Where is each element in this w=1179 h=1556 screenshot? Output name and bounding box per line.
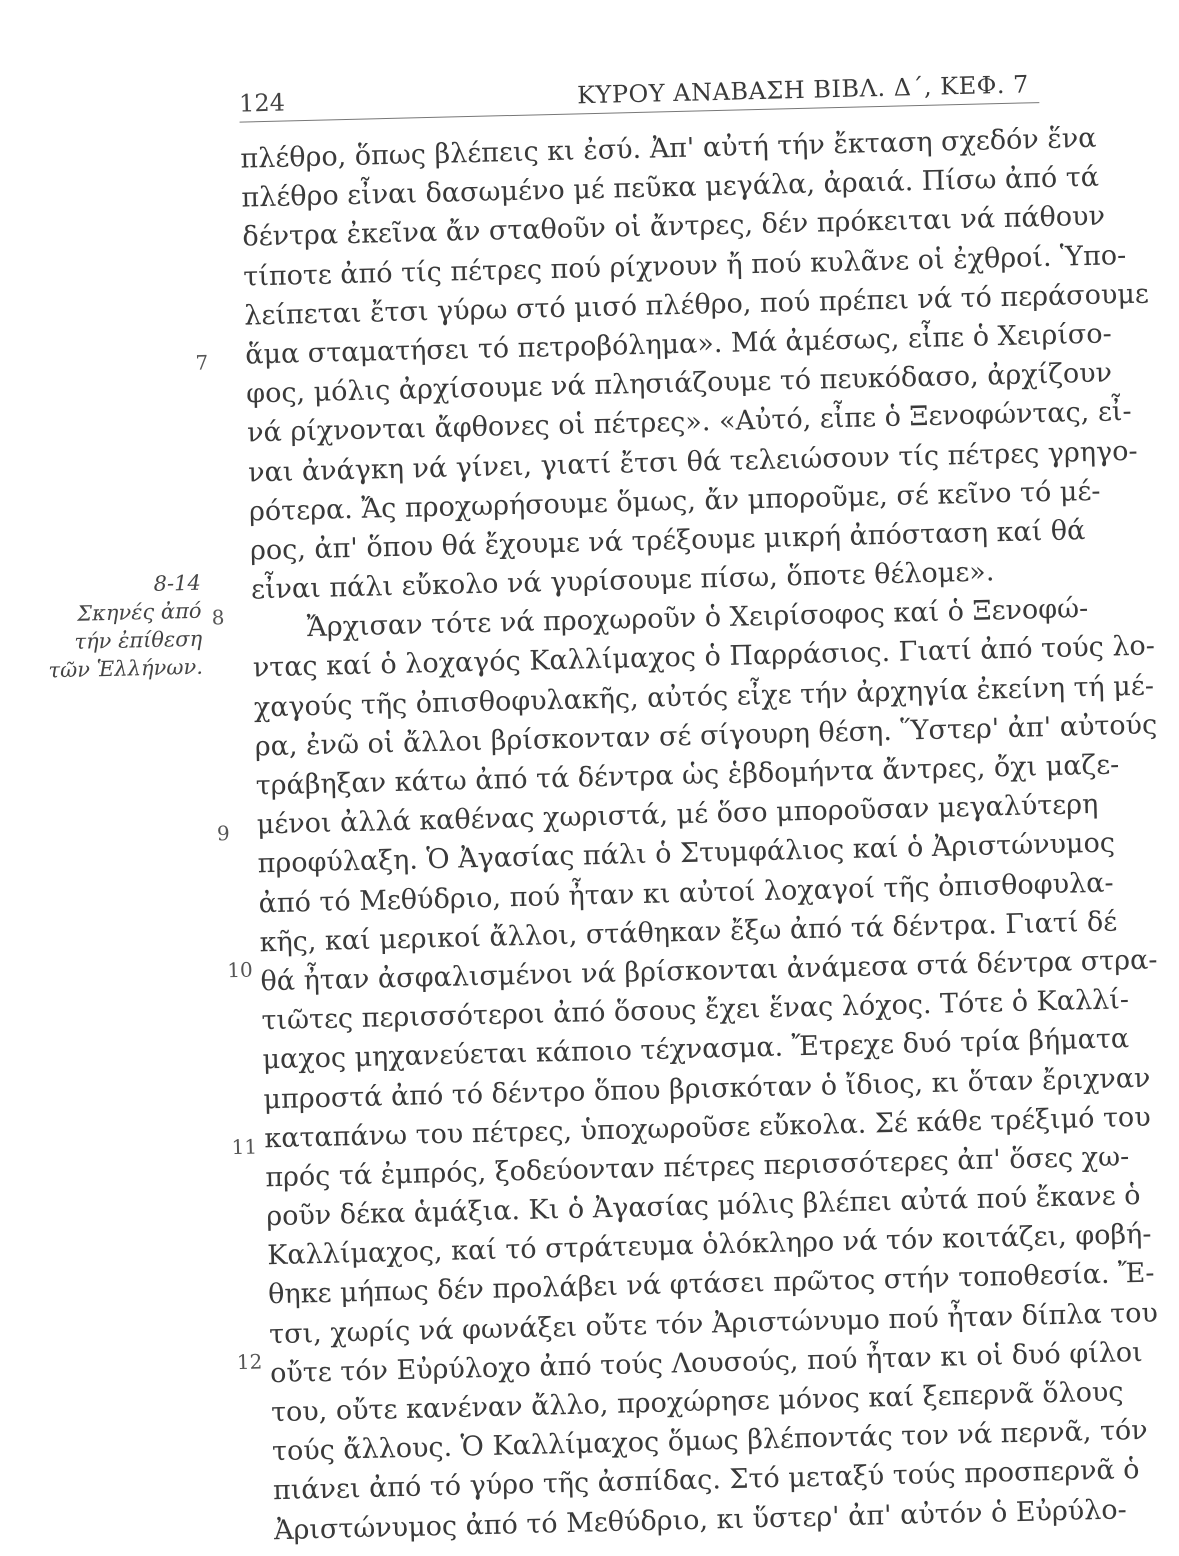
text-line: καταπάνω του πέτρες, ὑποχωροῦσε εὔκολα. Σέ κάθε τρέξιμό του — [264, 1101, 1152, 1155]
text-line: ἅμα σταματήσει τό πετροβόλημα». Μά ἀμέσως, εἶπε ὁ Χειρίσο- — [244, 318, 1113, 371]
margin-note-line: Σκηνές ἀπό — [76, 598, 202, 626]
margin-note-line: τήν ἐπίθεση — [74, 626, 203, 654]
margin-note — [26, 569, 204, 685]
text-line: ρότερα. Ἄς προχωρήσουμε ὅμως, ἄν μποροῦμε, σέ κεῖνο τό μέ- — [248, 475, 1101, 528]
verse-number: 7 — [195, 350, 209, 375]
body-text — [240, 120, 1159, 1550]
text-line: μένοι ἀλλά καθένας χωριστά, μέ ὅσο μποροῦσαν μεγαλύτερη — [256, 789, 1099, 841]
text-line: φος, μόλις ἀρχίσουμε νά πλησιάζουμε τό πευκόδασο, ἀρχίζουν — [245, 357, 1113, 410]
margin-note-line: τῶν Ἑλλήνων. — [48, 654, 204, 683]
text-line: ντας καί ὁ λοχαγός Καλλίμαχος ὁ Παρράσιος. Γιατί ἀπό τούς λο- — [252, 630, 1156, 684]
text-line: ἀπό τό Μεθύδριο, πού ἦταν κι αὐτοί λοχαγοί τῆς ὀπισθοφυλα- — [258, 867, 1114, 919]
text-line: τίποτε ἀπό τίς πέτρες πού ρίχνουν ἤ πού κυλᾶνε οἱ ἐχθροί. Ὑπο- — [242, 239, 1127, 293]
margin-note-range: 8-14 — [153, 570, 202, 596]
page-number: 124 — [238, 88, 286, 118]
verse-number: 12 — [236, 1349, 263, 1375]
text-line: τούς ἄλλους. Ὁ Καλλίμαχος ὅμως βλέποντάς τον νά περνᾶ, τόν — [271, 1415, 1148, 1468]
text-line: λείπεται ἔτσι γύρω στό μισό πλέθρο, πού πρέπει νά τό περάσουμε — [243, 278, 1150, 332]
running-title: ΚΥΡΟΥ ΑΝΑΒΑΣΗ ΒΙΒΛ. Δ΄, ΚΕΦ. 7 — [576, 70, 1030, 110]
text-line: τσι, χωρίς νά φωνάξει οὔτε τόν Ἀριστώνυμο πού ἦταν δίπλα του — [268, 1297, 1159, 1350]
text-line: πλέθρο, ὅπως βλέπεις κι ἐσύ. Ἀπ' αὐτή τήν ἔκταση σχεδόν ἕνα — [240, 122, 1097, 175]
text-line: θά ἦταν ἀσφαλισμένοι νά βρίσκονται ἀνάμεσα στά δέντρα στρα- — [260, 944, 1158, 998]
text-line: χαγούς τῆς ὀπισθοφυλακῆς, αὐτός εἶχε τήν ἀρχηγία ἐκείνη τή μέ- — [253, 670, 1155, 724]
text-line: πιάνει ἀπό τό γύρο τῆς ἀσπίδας. Στό μεταξύ τούς προσπερνᾶ ὁ — [272, 1454, 1140, 1507]
text-line: τράβηξαν κάτω ἀπό τά δέντρα ὡς ἑβδομήντα ἄντρες, ὄχι μαζε- — [255, 749, 1120, 802]
verse-number: 9 — [216, 821, 230, 846]
text-line: θηκε μήπως δέν προλάβει νά φτάσει πρῶτος στήν τοποθεσία. Ἔ- — [267, 1258, 1155, 1311]
text-line: τιῶτες περισσότεροι ἀπό ὅσους ἔχει ἕνας λόχος. Τότε ὁ Καλλί- — [261, 984, 1130, 1037]
verse-number: 8 — [211, 605, 225, 630]
text-line: νά ρίχνονται ἄφθονες οἱ πέτρες». «Αὐτό, εἶπε ὁ Ξενοφώντας, εἶ- — [246, 396, 1132, 449]
text-line: προφύλαξη. Ὁ Ἀγασίας πάλι ὁ Στυμφάλιος καί ὁ Ἀριστώνυμος — [257, 827, 1116, 880]
text-line: Ἀριστώνυμος ἀπό τό Μεθύδριο, κι ὕστερ' ἀπ' αὐτόν ὁ Εὐρύλο- — [273, 1493, 1128, 1546]
text-line: ροῦν δέκα ἁμάξια. Κι ὁ Ἀγασίας μόλις βλέπει αὐτά πού ἔκανε ὁ — [265, 1180, 1141, 1233]
text-line: ρα, ἐνῶ οἱ ἄλλοι βρίσκονταν σέ σίγουρη θέση. Ὕστερ' ἀπ' αὐτούς — [254, 709, 1158, 763]
text-line: δέντρα ἐκεῖνα ἄν σταθοῦν οἱ ἄντρες, δέν πρόκειται νά πάθουν — [242, 200, 1106, 253]
text-line: Ἄρχισαν τότε νά προχωροῦν ὁ Χειρίσοφος καί ὁ Ξενοφώ- — [306, 593, 1089, 644]
text-line: πλέθρο εἶναι δασωμένο μέ πεῦκα μεγάλα, ἀραιά. Πίσω ἀπό τά — [241, 161, 1100, 214]
text-line: κῆς, καί μερικοί ἄλλοι, στάθηκαν ἔξω ἀπό τά δέντρα. Γιατί δέ — [259, 906, 1118, 959]
verse-number: 11 — [231, 1134, 258, 1160]
text-line: οὔτε τόν Εὐρύλοχο ἀπό τούς Λουσούς, πού ἦταν κι οἱ δυό φίλοι — [269, 1336, 1144, 1390]
text-line: ναι ἀνάγκη νά γίνει, γιατί ἔτσι θά τελειώσουν τίς πέτρες γρηγο- — [247, 435, 1138, 489]
verse-number: 10 — [226, 957, 254, 983]
text-line: πρός τά ἐμπρός, ξοδεύονταν πέτρες περισσότερες ἀπ' ὅσες χω- — [264, 1141, 1130, 1194]
text-line: ρος, ἀπ' ὅπου θά ἔχουμε νά τρέξουμε μικρή ἀπόσταση καί θά — [249, 514, 1086, 567]
text-line: μπροστά ἀπό τό δέντρο ὅπου βρισκόταν ὁ ἴδιος, κι ὅταν ἔριχναν — [263, 1062, 1151, 1115]
text-line: Καλλίμαχος, καί τό στράτευμα ὁλόκληρο νά τόν κοιτάζει, φοβή- — [266, 1218, 1152, 1272]
text-line: μαχος μηχανεύεται κάποιο τέχνασμα. Ἔτρεχε δυό τρία βήματα — [262, 1023, 1130, 1076]
text-line: του, οὔτε κανέναν ἄλλο, προχώρησε μόνος καί ξεπερνᾶ ὅλους — [270, 1376, 1124, 1429]
text-line: εἶναι πάλι εὔκολο νά γυρίσουμε πίσω, ὅποτε θέλομε». — [250, 556, 995, 606]
page-header — [238, 50, 1039, 123]
